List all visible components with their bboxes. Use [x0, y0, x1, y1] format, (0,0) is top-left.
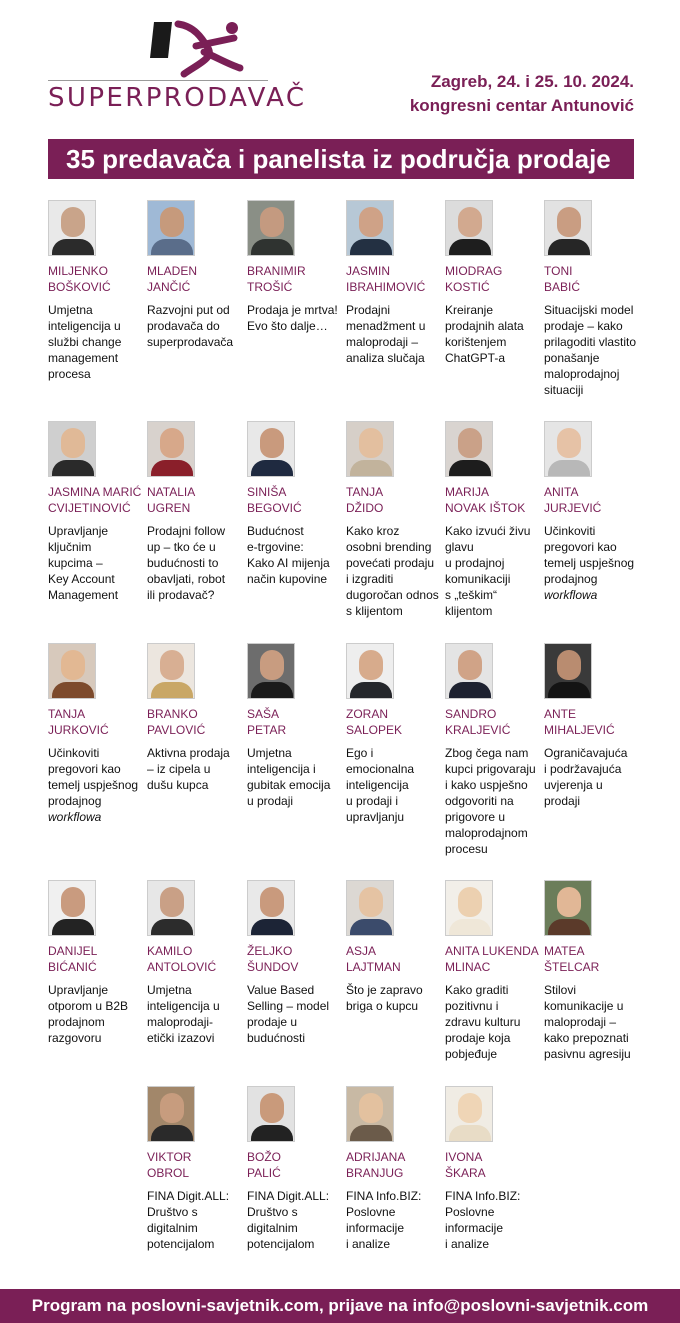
speaker-name: ADRIJANA BRANJUG [346, 1150, 406, 1180]
event-date-venue [410, 70, 634, 118]
speaker-name: VIKTOR OBROL [147, 1150, 192, 1180]
speaker-photo [48, 643, 96, 699]
speaker-talk: Umjetna inteligencija u maloprodaji- etički izazovi [147, 983, 220, 1045]
speaker-name: ANITA JURJEVIĆ [544, 485, 602, 515]
speaker-name: BOŽO PALIĆ [247, 1150, 282, 1180]
speaker-name: MATEA ŠTELCAR [544, 944, 600, 974]
speaker-name: JASMINA MARIĆ CVIJETINOVIĆ [48, 485, 142, 515]
speaker-photo [48, 421, 96, 477]
speaker-talk: Što je zapravo briga o kupcu [346, 983, 423, 1013]
speaker-photo [147, 643, 195, 699]
speaker-photo [247, 421, 295, 477]
speaker-talk: Umjetna inteligencija i gubitak emocija u prodaji [247, 746, 331, 808]
speaker-name: IVONA ŠKARA [445, 1150, 486, 1180]
speaker-card [445, 200, 541, 366]
speaker-name: ZORAN SALOPEK [346, 707, 403, 737]
speaker-photo [346, 421, 394, 477]
speaker-name: DANIJEL BIĆANIĆ [48, 944, 98, 974]
speaker-card [346, 643, 442, 825]
emphasized-word: workflowa [48, 810, 102, 824]
speaker-talk: FINA Digit.ALL: Društvo s digitalnim potencijalom [247, 1189, 330, 1251]
speaker-name: ASJA LAJTMAN [346, 944, 401, 974]
speaker-photo [544, 643, 592, 699]
speaker-card [247, 1086, 343, 1252]
speaker-photo [247, 643, 295, 699]
speaker-talk: Value Based Selling – model prodaje u budućnosti [247, 983, 330, 1045]
speaker-name: TANJA JURKOVIĆ [48, 707, 109, 737]
speaker-photo [445, 200, 493, 256]
speaker-card [247, 200, 343, 334]
speaker-name: MLADEN JANČIĆ [147, 264, 198, 294]
speaker-name: SAŠA PETAR [247, 707, 287, 737]
speaker-card [147, 200, 243, 350]
speaker-talk: Upravljanje otporom u B2B prodajnom razgovoru [48, 983, 129, 1045]
speaker-card [544, 880, 640, 1062]
speaker-name: ANITA LUKENDA MLINAC [445, 944, 539, 974]
event-venue: kongresni centar Antunović [409, 96, 634, 115]
speaker-talk: Prodajni menadžment u maloprodaji – analiza slučaja [346, 303, 426, 365]
speaker-card [544, 421, 640, 603]
logo-wordmark: SUPERPRODAVAČ [48, 83, 307, 113]
speaker-photo [147, 200, 195, 256]
speaker-talk: FINA Info.BIZ: Poslovne informacije i analize [346, 1189, 422, 1251]
speaker-talk: Ego i emocionalna inteligencija u prodaji i upravljanju [346, 746, 415, 824]
speaker-card [247, 880, 343, 1046]
speaker-talk: Upravljanje ključnim kupcima – Key Account Management [48, 524, 119, 602]
speaker-photo [346, 643, 394, 699]
speaker-name: MIODRAG KOSTIĆ [445, 264, 503, 294]
speaker-name: TANJA DŽIDO [346, 485, 384, 515]
speaker-photo [544, 421, 592, 477]
speaker-card [247, 421, 343, 587]
runner-logo-icon [138, 18, 248, 82]
speaker-photo [445, 880, 493, 936]
speaker-talk: Učinkoviti pregovori kao temelj uspješnog prodajnog workflowa [544, 524, 635, 602]
speaker-card [147, 880, 243, 1046]
speaker-talk: Ograničavajuća i podržavajuća uvjerenja u prodaji [544, 746, 628, 808]
speaker-photo [147, 880, 195, 936]
speaker-card [48, 880, 144, 1046]
footer-bar: Program na poslovni-savjetnik.com, prijave na info@poslovni-savjetnik.com [0, 1289, 680, 1323]
speaker-photo [247, 880, 295, 936]
speaker-name: MILJENKO BOŠKOVIĆ [48, 264, 111, 294]
speaker-name: MARIJA NOVAK IŠTOK [445, 485, 526, 515]
speaker-name: BRANKO PAVLOVIĆ [147, 707, 206, 737]
speaker-talk: Stilovi komunikacije u maloprodaji – kako prepoznati pasivnu agresiju [544, 983, 631, 1061]
speaker-talk: FINA Info.BIZ: Poslovne informacije i analize [445, 1189, 521, 1251]
speaker-photo [445, 1086, 493, 1142]
banner-title: 35 predavača i panelista iz područja prodaje [48, 139, 634, 179]
speaker-card [544, 643, 640, 809]
speaker-name: ŽELJKO ŠUNDOV [247, 944, 299, 974]
speaker-card [346, 200, 442, 366]
speaker-talk: Aktivna prodaja – iz cipela u dušu kupca [147, 746, 230, 792]
speaker-name: KAMILO ANTOLOVIĆ [147, 944, 217, 974]
speaker-talk: Kako kroz osobni brending povećati prodaju i izgraditi dugoročan odnos s klijentom [346, 524, 439, 618]
speaker-photo [544, 880, 592, 936]
speaker-card [247, 643, 343, 809]
speaker-photo [147, 1086, 195, 1142]
speaker-card [147, 421, 243, 603]
emphasized-word: workflowa [544, 588, 598, 602]
speaker-card [445, 421, 541, 619]
speaker-photo [544, 200, 592, 256]
speaker-talk: Budućnost e-trgovine: Kako AI mijenja način kupovine [247, 524, 330, 586]
speaker-photo [48, 200, 96, 256]
logo-divider [48, 80, 268, 81]
speaker-photo [147, 421, 195, 477]
speaker-name: JASMIN IBRAHIMOVIĆ [346, 264, 426, 294]
speaker-talk: Kreiranje prodajnih alata korištenjem ChatGPT-a [445, 303, 524, 365]
speaker-card [445, 1086, 541, 1252]
speaker-photo [247, 200, 295, 256]
speaker-photo [346, 200, 394, 256]
speaker-photo [48, 880, 96, 936]
speaker-card [346, 421, 442, 619]
speaker-card [445, 880, 541, 1062]
superprodavac-logo [48, 18, 307, 116]
speaker-photo [445, 643, 493, 699]
speaker-photo [247, 1086, 295, 1142]
speaker-talk: Kako izvući živu glavu u prodajnoj komunikaciji s „teškim“ klijentom [445, 524, 531, 618]
speaker-talk: Razvojni put od prodavača do superprodavača [147, 303, 234, 349]
speaker-photo [346, 880, 394, 936]
speaker-talk: Učinkoviti pregovori kao temelj uspješnog prodajnog workflowa [48, 746, 139, 824]
speaker-name: ANTE MIHALJEVIĆ [544, 707, 615, 737]
speaker-talk: Prodaja je mrtva! Evo što dalje… [247, 303, 338, 333]
speaker-talk: Kako graditi pozitivnu i zdravu kulturu prodaje koja pobjeđuje [445, 983, 521, 1061]
speaker-card [48, 421, 144, 603]
speaker-talk: Umjetna inteligencija u službi change management procesa [48, 303, 122, 381]
speaker-name: SINIŠA BEGOVIĆ [247, 485, 302, 515]
speaker-card [445, 643, 541, 857]
speaker-name: TONI BABIĆ [544, 264, 581, 294]
speaker-name: BRANIMIR TROŠIĆ [247, 264, 306, 294]
speaker-photo [346, 1086, 394, 1142]
speaker-card [346, 1086, 442, 1252]
event-date: Zagreb, 24. i 25. 10. 2024. [430, 72, 634, 91]
speaker-card [48, 200, 144, 382]
speaker-card [147, 643, 243, 793]
speaker-name: NATALIA UGREN [147, 485, 196, 515]
speaker-talk: Prodajni follow up – tko će u budućnosti to obavljati, robot ili prodavač? [147, 524, 226, 602]
speaker-name: SANDRO KRALJEVIĆ [445, 707, 511, 737]
speaker-talk: Zbog čega nam kupci prigovaraju i kako uspješno odgovoriti na prigovore u maloprodajnom procesu [445, 746, 536, 856]
speaker-card [544, 200, 640, 398]
speaker-card [346, 880, 442, 1014]
speaker-card [147, 1086, 243, 1252]
speaker-talk: Situacijski model prodaje – kako prilagoditi vlastito ponašanje maloprodajnoj situaciji [544, 303, 637, 397]
speaker-photo [445, 421, 493, 477]
speaker-talk: FINA Digit.ALL: Društvo s digitalnim potencijalom [147, 1189, 230, 1251]
speaker-card [48, 643, 144, 825]
